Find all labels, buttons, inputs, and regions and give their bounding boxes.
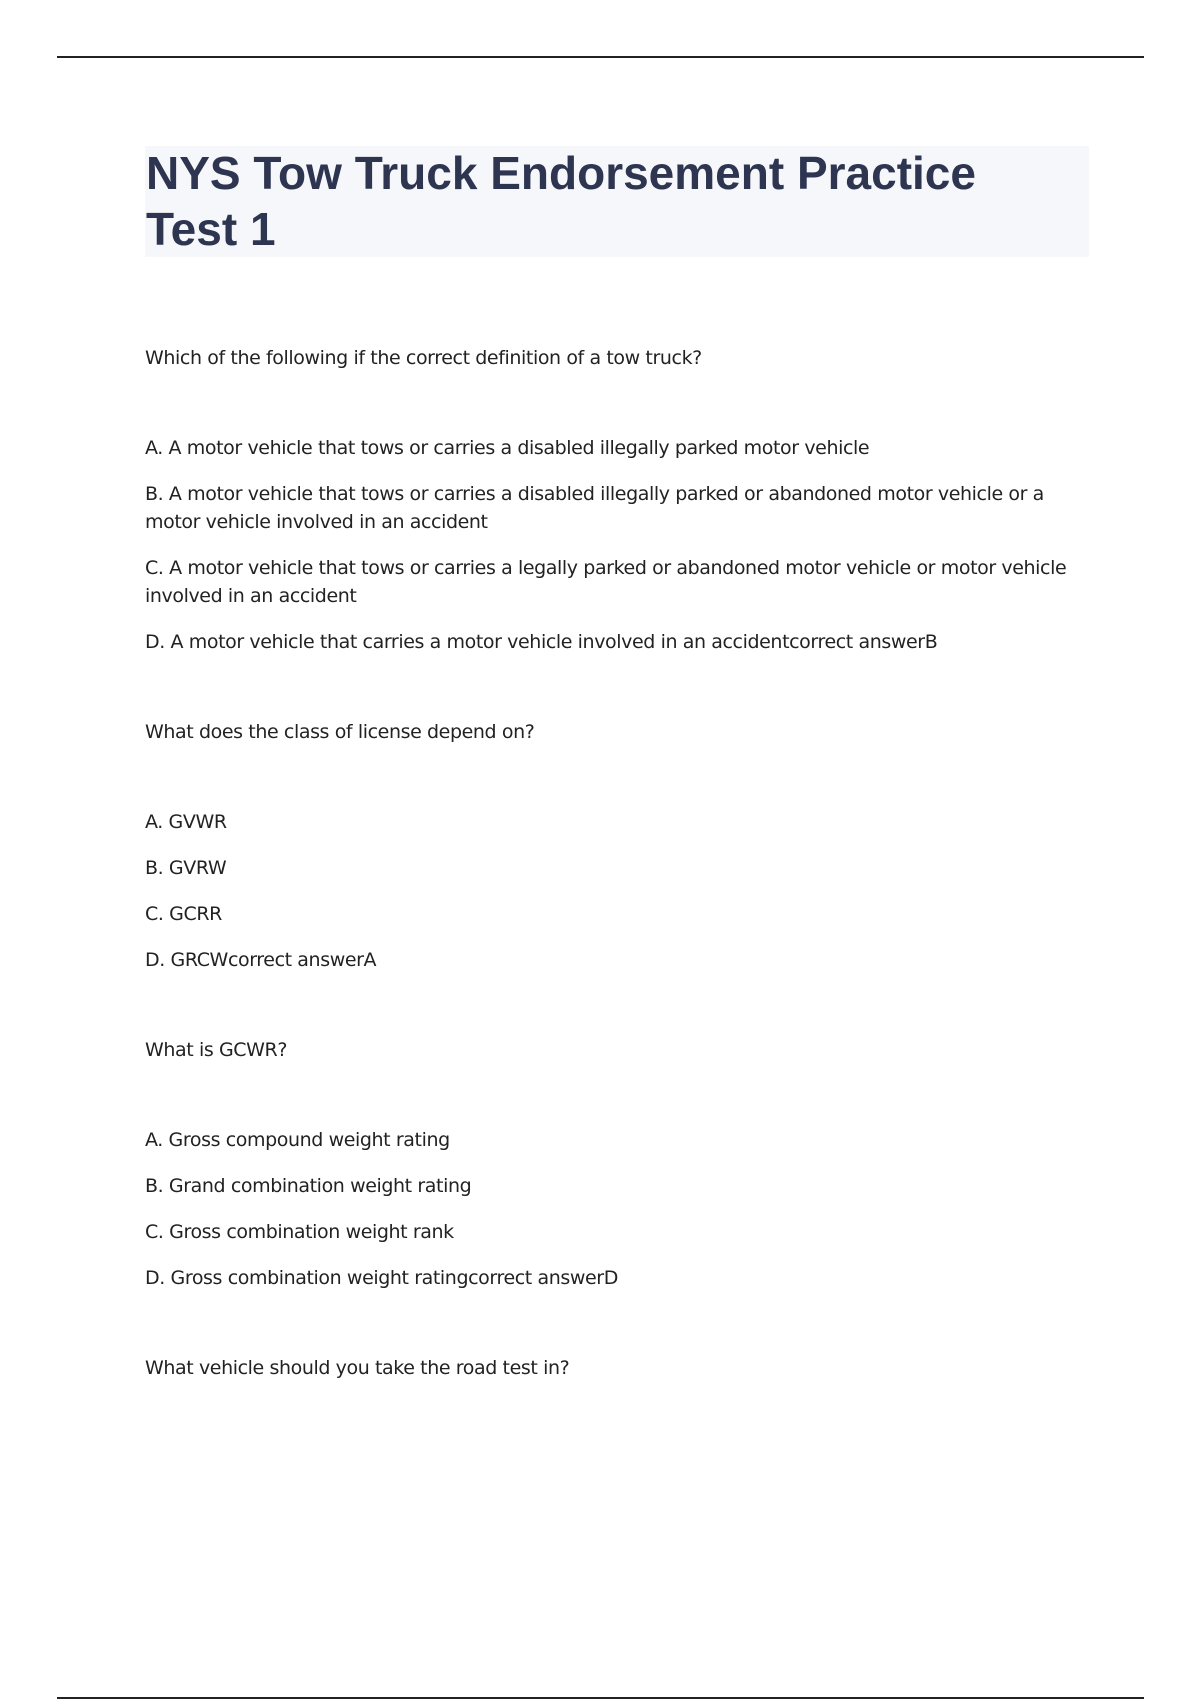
question-text: What is GCWR?: [145, 1039, 288, 1061]
answer-option: B. GVRW: [145, 857, 227, 879]
document-title: NYS Tow Truck Endorsement Practice Test 1: [146, 147, 976, 255]
question-block: [145, 1354, 1090, 1382]
answer-option: A. A motor vehicle that tows or carries a disabled illegally parked motor vehicle: [145, 437, 870, 459]
question-block: [145, 344, 1090, 656]
answer-option: C. Gross combination weight rank: [145, 1221, 454, 1243]
question-text: What does the class of license depend on?: [145, 721, 535, 743]
answer-option: B. Grand combination weight rating: [145, 1175, 472, 1197]
answer-option: A. Gross compound weight rating: [145, 1129, 450, 1151]
footer-rule: [57, 1697, 1144, 1699]
answer-option: D. Gross combination weight ratingcorrect answerD: [145, 1267, 618, 1289]
question-block: [145, 718, 1090, 974]
question-text: What vehicle should you take the road test in?: [145, 1357, 570, 1379]
answer-option: D. GRCWcorrect answerA: [145, 949, 377, 971]
answer-option: C. A motor vehicle that tows or carries a legally parked or abandoned motor vehicle or motor vehicle involved in an accident: [145, 557, 1067, 607]
answer-option: C. GCRR: [145, 903, 222, 925]
answer-option: B. A motor vehicle that tows or carries a disabled illegally parked or abandoned motor vehicle or a motor vehicle involved in an accident: [145, 483, 1044, 533]
header-rule: [57, 56, 1144, 58]
question-list: [145, 344, 1090, 1382]
question-text: Which of the following if the correct definition of a tow truck?: [145, 347, 702, 369]
question-block: [145, 1036, 1090, 1292]
answer-option: D. A motor vehicle that carries a motor vehicle involved in an accidentcorrect answerB: [145, 631, 938, 653]
answer-option: A. GVWR: [145, 811, 227, 833]
